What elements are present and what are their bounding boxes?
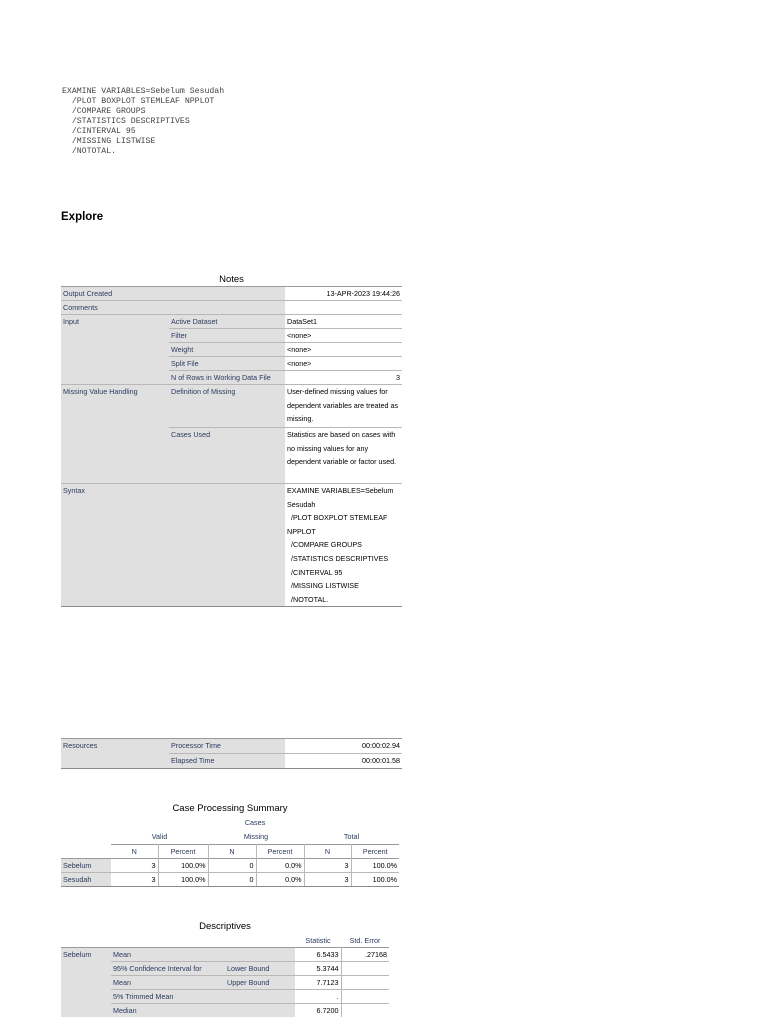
stat-value: 5.3744 — [295, 962, 341, 976]
descriptives-table — [61, 934, 389, 1017]
cases-header: Cases — [244, 818, 266, 827]
weight-value: <none> — [285, 343, 402, 357]
case-summary-title: Case Processing Summary — [172, 803, 288, 814]
cases-used-label: Cases Used — [169, 428, 285, 484]
std-error-header: Std. Error — [349, 936, 381, 945]
case-summary-table — [61, 816, 399, 887]
missing-n: 0 — [208, 859, 256, 873]
elapsed-time-label: Elapsed Time — [169, 754, 285, 769]
table-row — [61, 873, 399, 887]
std-error-value — [341, 990, 389, 1004]
split-file-label: Split File — [169, 357, 285, 371]
n-rows-label: N of Rows in Working Data File — [169, 371, 285, 385]
syntax-value: EXAMINE VARIABLES=Sebelum Sesudah /PLOT BOXPLOT STEMLEAF NPPLOT /COMPARE GROUPS /STATISTICS DESCRIPTIVES /CINTERVAL 95 /MISSING LISTWISE /NOTOTAL. — [285, 484, 402, 607]
valid-n: 3 — [111, 859, 158, 873]
valid-percent: 100.0% — [158, 873, 208, 887]
statistic-header: Statistic — [305, 936, 331, 945]
filter-value: <none> — [285, 329, 402, 343]
bound-label: Upper Bound — [225, 976, 295, 990]
valid-n: 3 — [111, 873, 158, 887]
table-row — [61, 859, 399, 873]
active-dataset-label: Active Dataset — [169, 315, 285, 329]
notes-title: Notes — [219, 274, 244, 285]
resources-table — [61, 738, 402, 769]
missing-header: Missing — [243, 832, 269, 841]
weight-label: Weight — [169, 343, 285, 357]
elapsed-time-value: 00:00:01.58 — [285, 754, 402, 769]
split-file-value: <none> — [285, 357, 402, 371]
active-dataset-value: DataSet1 — [285, 315, 402, 329]
total-n-header: N — [304, 845, 351, 859]
processor-time-value: 00:00:02.94 — [285, 739, 402, 754]
stat-label: 95% Confidence Interval for — [111, 962, 225, 976]
n-rows-value: 3 — [285, 371, 402, 385]
processor-time-label: Processor Time — [169, 739, 285, 754]
total-n: 3 — [304, 873, 351, 887]
total-percent: 100.0% — [351, 859, 399, 873]
std-error-value: .27168 — [341, 948, 389, 962]
valid-percent-header: Percent — [158, 845, 208, 859]
std-error-value — [341, 1004, 389, 1018]
comments-value — [285, 301, 402, 315]
notes-table — [61, 286, 402, 607]
stat-label: Median — [111, 1004, 295, 1018]
input-label: Input — [61, 315, 169, 385]
total-percent-header: Percent — [351, 845, 399, 859]
definition-label: Definition of Missing — [169, 385, 285, 428]
filter-label: Filter — [169, 329, 285, 343]
row-label: Sebelum — [61, 859, 111, 873]
output-created-label: Output Created — [61, 287, 285, 301]
valid-header: Valid — [151, 832, 168, 841]
table-row — [61, 1004, 389, 1018]
table-row — [61, 976, 389, 990]
table-row — [61, 990, 389, 1004]
total-n: 3 — [304, 859, 351, 873]
row-label: Sesudah — [61, 873, 111, 887]
std-error-value — [341, 962, 389, 976]
table-row — [61, 962, 389, 976]
syntax-log: EXAMINE VARIABLES=Sebelum Sesudah /PLOT BOXPLOT STEMLEAF NPPLOT /COMPARE GROUPS /STATISTICS DESCRIPTIVES /CINTERVAL 95 /MISSING LISTWISE /NOTOTAL. — [62, 87, 225, 156]
missing-n: 0 — [208, 873, 256, 887]
valid-percent: 100.0% — [158, 859, 208, 873]
descriptives-title: Descriptives — [199, 921, 251, 932]
missing-percent: 0.0% — [256, 873, 304, 887]
stat-label: Mean — [111, 976, 225, 990]
missing-percent: 0.0% — [256, 859, 304, 873]
stat-label: 5% Trimmed Mean — [111, 990, 295, 1004]
missing-n-header: N — [208, 845, 256, 859]
comments-label: Comments — [61, 301, 285, 315]
stat-value: . — [295, 990, 341, 1004]
valid-n-header: N — [111, 845, 158, 859]
syntax-label: Syntax — [61, 484, 285, 607]
missing-percent-header: Percent — [256, 845, 304, 859]
table-row — [61, 948, 389, 962]
total-header: Total — [343, 832, 360, 841]
definition-value: User-defined missing values for dependent variables are treated as missing. — [285, 385, 402, 428]
total-percent: 100.0% — [351, 873, 399, 887]
group-label: Sebelum — [61, 948, 111, 1018]
stat-value: 6.5433 — [295, 948, 341, 962]
bound-label: Lower Bound — [225, 962, 295, 976]
output-created-value: 13-APR-2023 19:44:26 — [285, 287, 402, 301]
explore-heading: Explore — [61, 211, 104, 223]
stat-value: 7.7123 — [295, 976, 341, 990]
std-error-value — [341, 976, 389, 990]
stat-value: 6.7200 — [295, 1004, 341, 1018]
missing-handling-label: Missing Value Handling — [61, 385, 169, 484]
resources-label: Resources — [61, 739, 169, 769]
stat-label: Mean — [111, 948, 295, 962]
cases-used-value: Statistics are based on cases with no missing values for any dependent variable or factor used. — [285, 428, 402, 484]
